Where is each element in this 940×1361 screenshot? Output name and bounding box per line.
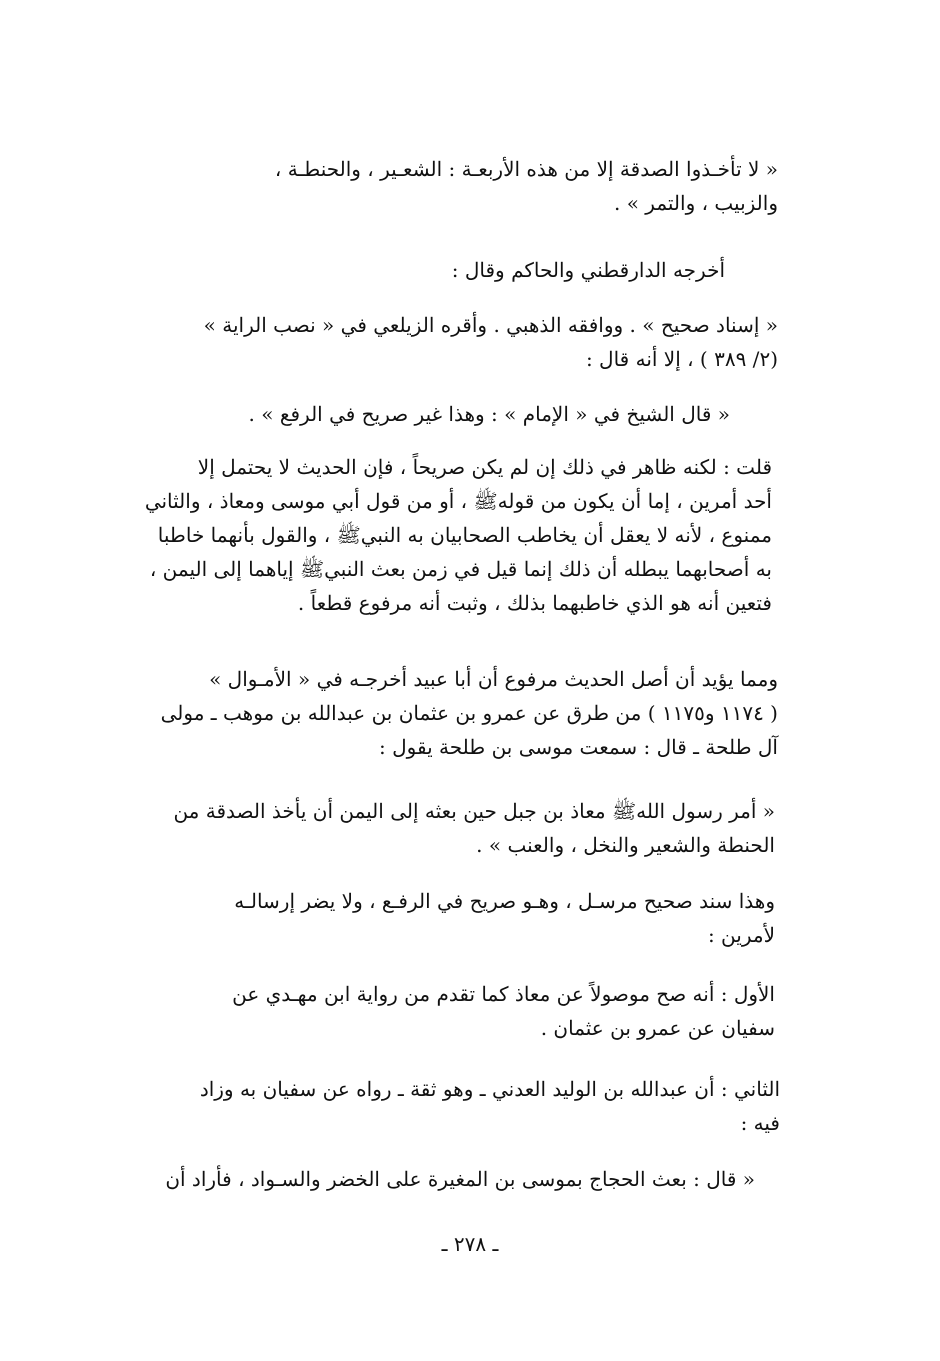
text-line: أحد أمرين ، إما أن يكون من قولهﷺ ، أو من قول أبي موسى ومعاذ ، والثاني: [144, 489, 772, 513]
text-line: ومما يؤيد أن أصل الحديث مرفوع أن أبا عبيد أخرجـه في « الأمـوال »: [209, 667, 778, 691]
text-line: « قال الشيخ في « الإمام » : وهذا غير صريح في الرفع » .: [248, 402, 730, 426]
mursal-chain-paragraph: [115, 884, 775, 952]
text-line: فيه :: [740, 1111, 780, 1135]
second-reason-paragraph: [120, 1072, 780, 1140]
text-line: قلت : لكنه ظاهر في ذلك إن لم يكن صريحاً ، فإن الحديث لا يحتمل إلا: [197, 455, 772, 479]
text-line: الثاني : أن عبدالله بن الوليد العدني ـ وهو ثقة ـ رواه عن سفيان به وزاد: [199, 1077, 780, 1101]
author-comment-paragraph: [112, 450, 772, 620]
text-line: أخرجه الدارقطني والحاكم وقال :: [451, 258, 725, 282]
text-line: سفيان عن عمرو بن عثمان .: [540, 1016, 775, 1040]
text-line: ( ١١٧٤ و١١٧٥ ) من طرق عن عمرو بن عثمان بن عبدالله بن موهب ـ مولى: [160, 701, 778, 725]
text-line: به أصحابهما يبطله أن ذلك إنما قيل في زمن بعث النبيﷺ إياهما إلى اليمن ،: [149, 557, 772, 581]
isnad-quote-paragraph: [118, 308, 778, 376]
text-line: « إسناد صحيح » . ووافقه الذهبي . وأقره الزيلعي في « نصب الراية »: [203, 313, 778, 337]
text-line: (٢/ ٣٨٩ ) ، إلا أنه قال :: [585, 347, 778, 371]
hadith-quote-paragraph: [118, 152, 778, 220]
muadh-hadith-paragraph: [115, 794, 775, 862]
hajjaj-quote-paragraph: [115, 1162, 755, 1196]
text-line: « لا تأخـذوا الصدقة إلا من هذه الأربعـة : الشعـير ، والحنطـة ،: [274, 157, 778, 181]
takhrij-paragraph: [225, 253, 725, 287]
text-line: لأمرين :: [707, 923, 775, 947]
text-line: وهذا سند صحيح مرسـل ، وهـو صريح في الرفـع ، ولا يضر إرسالـه: [234, 889, 775, 913]
page-number: ـ ٢٧٨ ـ: [441, 1232, 499, 1256]
first-reason-paragraph: [115, 977, 775, 1045]
text-line: فتعين أنه هو الذي خاطبهما بذلك ، وثبت أنه مرفوع قطعاً .: [297, 591, 772, 615]
sheikh-quote-paragraph: [150, 397, 730, 431]
text-line: ممنوع ، لأنه لا يعقل أن يخاطب الصحابيان به النبيﷺ ، والقول بأنهما خاطبا: [157, 523, 772, 547]
text-line: « قال : بعث الحجاج بموسى بن المغيرة على الخضر والسـواد ، فأراد أن: [165, 1167, 755, 1191]
text-line: آل طلحة ـ قال : سمعت موسى بن طلحة يقول :: [379, 735, 778, 759]
text-line: الأول : أنه صح موصولاً عن معاذ كما تقدم من رواية ابن مهـدي عن: [232, 982, 775, 1006]
text-line: الحنطة والشعير والنخل ، والعنب » .: [476, 833, 775, 857]
supporting-evidence-paragraph: [118, 662, 778, 764]
text-line: والزبيب ، والتمر » .: [613, 191, 778, 215]
text-line: « أمر رسول اللهﷺ معاذ بن جبل حين بعثه إلى اليمن أن يأخذ الصدقة من: [173, 799, 775, 823]
